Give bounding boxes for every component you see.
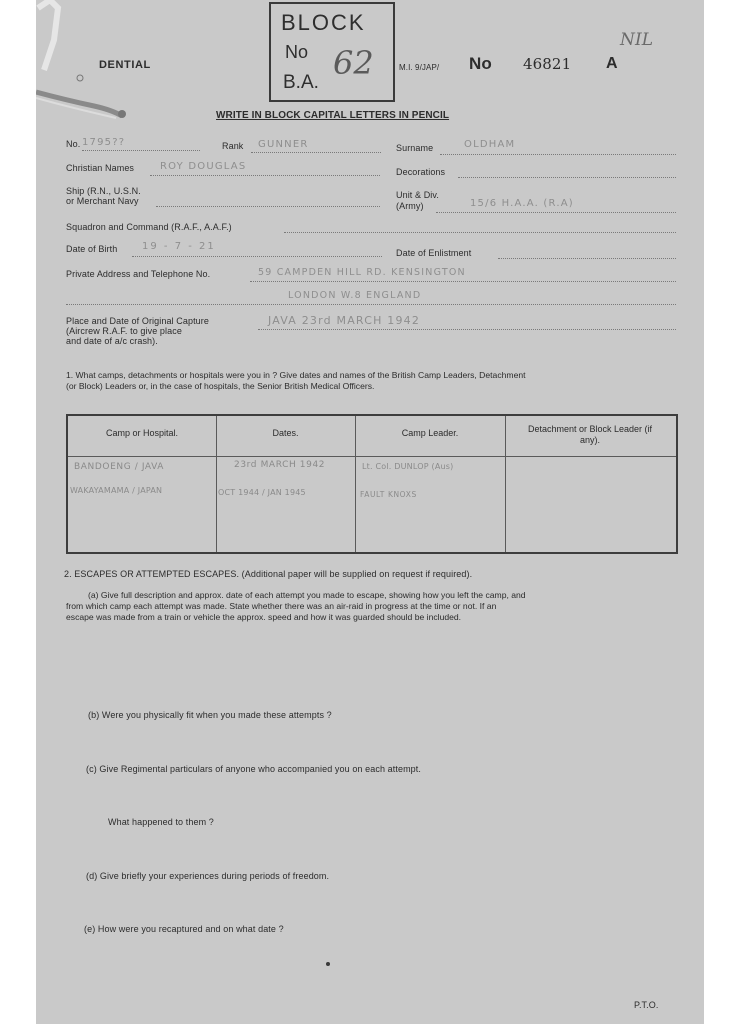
capture-line [258,329,676,330]
pto-label: P.T.O. [634,1000,659,1010]
document-page [36,0,704,1024]
christian-names-value: ROY DOUGLAS [160,161,247,172]
unit-line [436,212,676,213]
header-camp: Camp or Hospital. [105,428,179,438]
no-field-value: 1795?? [82,137,126,148]
header-camp-leader: Camp Leader. [401,428,459,438]
instruction-heading: WRITE IN BLOCK CAPITAL LETTERS IN PENCIL [216,110,450,121]
row-2-dates: OCT 1944 / JAN 1945 [218,488,306,497]
series-letter: A [606,55,618,72]
row-1-camp: BANDOENG / JAVA [74,462,165,472]
q2c-text: (c) Give Regimental particulars of anyone who accompanied you on each attempt. [86,764,421,774]
q2a-text [66,590,696,623]
unit-label-2: (Army) [396,201,424,211]
table-header-divider [68,456,676,457]
unit-label-1: Unit & Div. [396,190,439,200]
capture-label-2: (Aircrew R.A.F. to give place [66,326,182,336]
header-detachment-leader: Detachment or Block Leader (if any). [527,424,653,445]
christian-names-line [150,175,380,176]
enlistment-label: Date of Enlistment [396,248,472,258]
handwritten-nil: NIL [620,30,654,50]
q1-text-line-1: 1. What camps, detachments or hospitals were you in ? Give dates and names of the British Camp Leaders, Detachment [66,370,526,380]
q2-title: 2. ESCAPES OR ATTEMPTED ESCAPES. (Additional paper will be supplied on request if required). [64,569,473,579]
stamp-text-ba: B.A. [283,72,319,93]
decorations-line [458,177,676,178]
address-dotline-1 [250,281,676,282]
table-divider [505,416,506,552]
surname-line [440,154,676,155]
squadron-line [284,232,676,233]
address-dotline-2 [66,304,676,305]
surname-value: OLDHAM [464,139,516,150]
address-line-1: 59 CAMPDEN HILL RD. KENSINGTON [258,267,466,278]
dob-value: 19 - 7 - 21 [142,241,216,252]
block-stamp [269,2,395,102]
row-1-dates: 23rd MARCH 1942 [234,460,326,470]
header-dates: Dates. [272,428,299,438]
unit-value: 15/6 H.A.A. (R.A) [470,198,574,209]
camps-table [66,414,678,554]
decorations-label: Decorations [396,167,446,177]
form-code: M.I. 9/JAP/ [399,63,440,72]
capture-label-1: Place and Date of Original Capture [66,316,209,326]
confidential-label: DENTIAL [99,59,151,71]
rank-line [251,152,381,153]
q2a-line-1: (a) Give full description and approx. date of each attempt you made to escape, showing how you left the camp, and [88,590,526,600]
rank-value: GUNNER [258,139,309,150]
ship-label-2: or Merchant Navy [66,196,139,206]
no-field-line [82,150,200,151]
dob-line [132,256,382,257]
squadron-label: Squadron and Command (R.A.F., A.A.F.) [66,222,232,232]
capture-value: JAVA 23rd MARCH 1942 [268,314,421,327]
serial-number: 46821 [523,55,572,73]
ink-dot [326,962,330,966]
capture-label-3: and date of a/c crash). [66,336,158,346]
ship-label-1: Ship (R.N., U.S.N. [66,186,141,196]
row-2-camp: WAKAYAMAMA / JAPAN [70,486,163,495]
address-line-2: LONDON W.8 ENGLAND [288,290,422,301]
ship-line [156,206,380,207]
no-label: No [469,54,492,73]
q1-text-line-2: (or Block) Leaders or, in the case of hospitals, the Senior British Medical Officers. [66,381,375,391]
q2a-line-2: from which camp each attempt was made. State whether there was an air-raid in progress at the time or not. If an [66,601,497,611]
stamp-handwritten-number: 62 [333,44,374,82]
christian-names-label: Christian Names [66,163,135,173]
q2b-text: (b) Were you physically fit when you made these attempts ? [88,710,332,720]
rank-label: Rank [222,141,244,151]
q2d-text: (d) Give briefly your experiences during periods of freedom. [86,871,330,881]
q2c-followup-text: What happened to them ? [108,817,214,827]
stamp-text-no: No [285,42,309,62]
row-1-camp-leader: Lt. Col. DUNLOP (Aus) [362,462,454,471]
row-2-camp-leader: FAULT KNOXS [360,490,417,499]
enlistment-line [498,258,676,259]
q1-text [66,370,686,392]
q2e-text: (e) How were you recaptured and on what date ? [84,924,284,934]
address-label: Private Address and Telephone No. [66,269,211,279]
q2a-line-3: escape was made from a train or vehicle the approx. speed and how it was guarded should be included. [66,612,462,622]
dob-label: Date of Birth [66,244,118,254]
stamp-text-block: BLOCK [281,10,366,35]
no-field-label: No. [66,139,81,149]
surname-label: Surname [396,143,434,153]
